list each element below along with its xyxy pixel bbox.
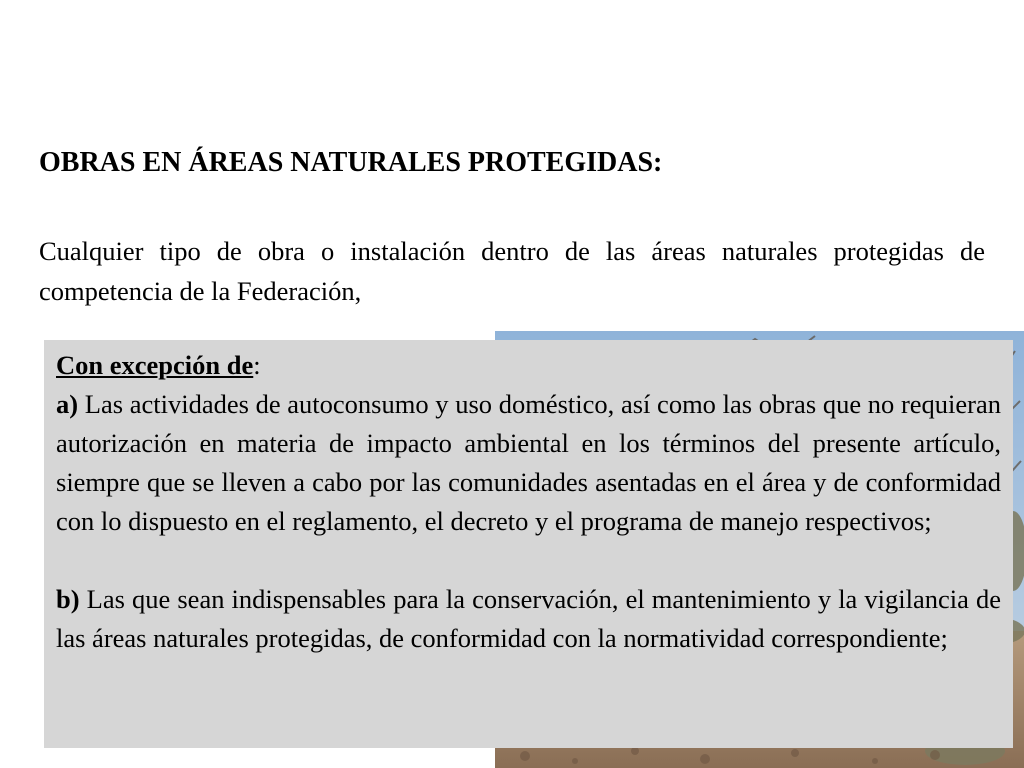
exceptions-heading — [56, 346, 1001, 385]
spacer — [56, 541, 1001, 580]
slide-title: OBRAS EN ÁREAS NATURALES PROTEGIDAS: — [39, 147, 663, 178]
exceptions-heading-colon: : — [253, 350, 261, 380]
exception-item-text: Las actividades de autoconsumo y uso doméstico, así como las obras que no requieran autorización en materia de impacto ambiental en los términos del presente artículo, siempre que se lleven a cabo por las comunidades asentadas en el área y de conformidad con lo dispuesto en el reglamento, el decreto y el programa de manejo respectivos; — [56, 389, 1001, 536]
exception-item-label: b) — [56, 584, 80, 614]
exception-item-label: a) — [56, 389, 79, 419]
intro-paragraph: Cualquier tipo de obra o instalación dentro de las áreas naturales protegidas de competencia de la Federación, — [39, 236, 985, 306]
exceptions-box — [44, 340, 1013, 748]
exceptions-heading-text: Con excepción de — [56, 350, 254, 380]
exception-item-b — [56, 580, 1001, 658]
exception-item-a — [56, 385, 1001, 541]
exception-item-text: Las que sean indispensables para la conservación, el mantenimiento y la vigilancia de las áreas naturales protegidas, de conformidad con la normatividad correspondiente; — [56, 584, 1001, 653]
